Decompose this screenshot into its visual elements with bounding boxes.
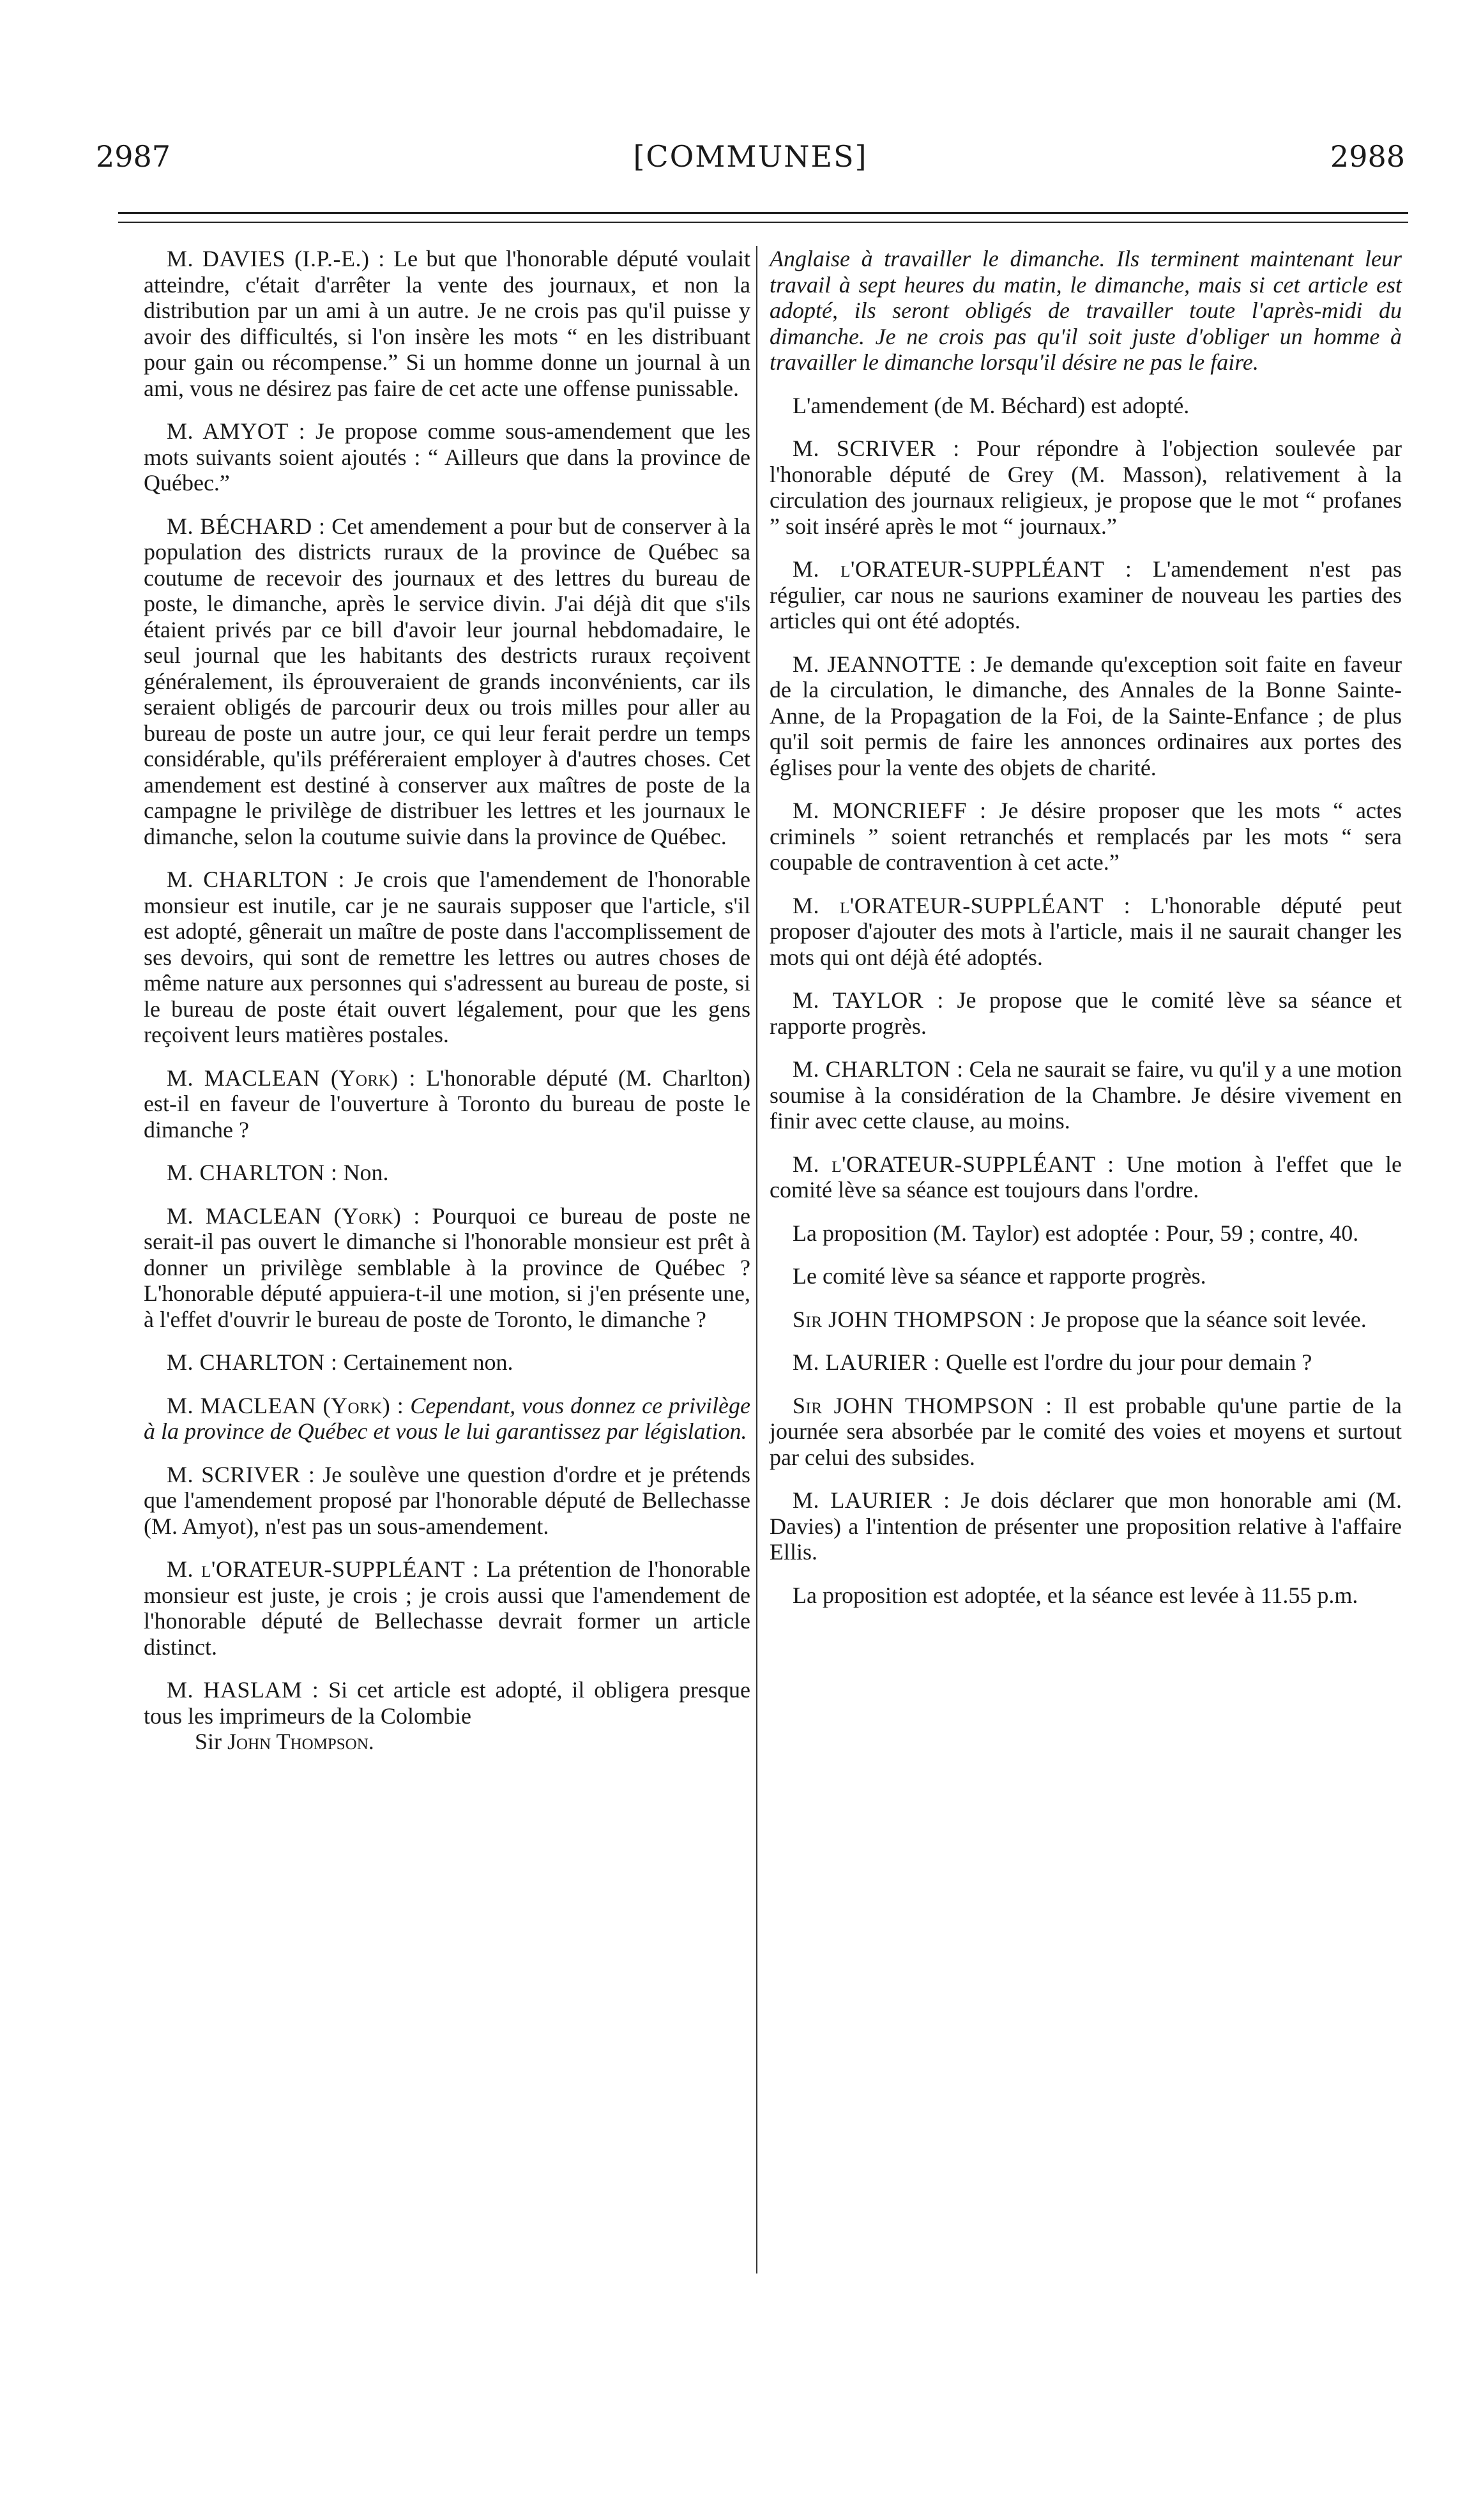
signature-prefix: Sir bbox=[195, 1729, 222, 1754]
header-rule-bottom bbox=[118, 222, 1408, 223]
paragraph bbox=[770, 246, 1402, 376]
page-number-right: 2988 bbox=[1330, 139, 1405, 174]
speaker: M. TAYLOR : bbox=[793, 987, 944, 1013]
paragraph bbox=[770, 893, 1402, 971]
speaker: Sir JOHN THOMPSON : bbox=[793, 1392, 1052, 1418]
speech: Il est probable qu'une partie de la journée sera absorbée par le comité des voies et moyens et surtout par celui des subsides. bbox=[770, 1392, 1402, 1470]
paragraph bbox=[144, 1556, 750, 1660]
speaker: M. SCRIVER : bbox=[793, 436, 960, 461]
speech: L'honorable député (M. Charlton) est-il en faveur de l'ouverture à Toronto du bureau de poste le dimanche ? bbox=[144, 1065, 751, 1142]
paragraph bbox=[770, 798, 1402, 876]
speaker: M. JEANNOTTE : bbox=[793, 651, 976, 677]
speech: Si cet article est adopté, il obligera presque tous les imprimeurs de la Colombie bbox=[144, 1677, 750, 1729]
speech: L'honorable député peut proposer d'ajouter des mots à l'article, mais il ne saurait changer les mots qui ont déjà été adoptés. bbox=[770, 892, 1402, 970]
speech: Cependant, vous donnez ce privilège à la province de Québec et vous le lui garantissez par législation. bbox=[144, 1392, 750, 1444]
speaker: M. l'ORATEUR-SUPPLÉANT : bbox=[793, 1151, 1114, 1177]
speaker: M. AMYOT : bbox=[167, 418, 306, 444]
speech: Je dois déclarer que mon honorable ami (M. Davies) a l'intention de présenter une proposition relative à l'affaire Ellis. bbox=[770, 1487, 1402, 1565]
paragraph bbox=[770, 1393, 1402, 1471]
speech: Anglaise à travailler le dimanche. Ils terminent maintenant leur travail à sept heures du matin, le dimanche, mais si cet article est adopté, ils seront obligés de travailler toute l'après-midi du dimanche. Je ne crois pas qu'il soit juste d'obliger un homme à travailler le dimanche lorsqu'il désire ne pas le faire. bbox=[770, 246, 1402, 375]
speech: La proposition est adoptée, et la séance est levée à 11.55 p.m. bbox=[793, 1582, 1358, 1608]
speech: Certainement non. bbox=[343, 1349, 513, 1375]
speaker: M. SCRIVER : bbox=[167, 1461, 315, 1487]
page-header bbox=[96, 139, 1405, 184]
speech: Je soulève une question d'ordre et je prétends que l'amendement proposé par l'honorable député de Bellechasse (M. Amyot), n'est pas un sous-amendement. bbox=[144, 1461, 751, 1539]
speaker: M. MACLEAN (York) : bbox=[167, 1203, 420, 1229]
paragraph bbox=[770, 1056, 1402, 1134]
speaker: M. HASLAM : bbox=[167, 1677, 319, 1703]
speaker: M. MONCRIEFF : bbox=[793, 798, 987, 823]
paragraph bbox=[770, 651, 1402, 781]
speech: La proposition (M. Taylor) est adoptée : Pour, 59 ; contre, 40. bbox=[793, 1220, 1359, 1246]
speaker: M. MACLEAN (York) : bbox=[167, 1065, 416, 1091]
speaker: Sir JOHN THOMPSON : bbox=[793, 1306, 1036, 1332]
paragraph bbox=[144, 867, 750, 1048]
speech: Quelle est l'ordre du jour pour demain ? bbox=[946, 1349, 1312, 1375]
paragraph bbox=[770, 1307, 1402, 1333]
speech: L'amendement n'est pas régulier, car nous ne saurions examiner de nouveau les parties des articles qui ont été adoptés. bbox=[770, 556, 1402, 634]
speaker: M. CHARLTON : bbox=[167, 1160, 338, 1185]
speech: La prétention de l'honorable monsieur est juste, je crois ; je crois aussi que l'amendement de l'honorable député de Bellechasse devrait former un article distinct. bbox=[144, 1556, 750, 1660]
paragraph bbox=[770, 1220, 1402, 1247]
paragraph bbox=[144, 418, 750, 496]
speech: Le but que l'honorable député voulait atteindre, c'était d'arrêter la vente des journaux, et non la distribution par un ami à un autre. Je ne crois pas qu'il puisse y avoir des difficultés, si l'on insère les mots “ en les distribuant pour gain ou récompense.” Si un homme donne un journal à un ami, vous ne désirez pas faire de cet acte une offense punissable. bbox=[144, 246, 751, 401]
paragraph bbox=[770, 987, 1402, 1039]
left-column bbox=[144, 246, 750, 1772]
paragraph bbox=[144, 1160, 750, 1186]
speech: Pour répondre à l'objection soulevée par l'honorable député de Grey (M. Masson), relativement à la circulation des journaux religieux, je propose que le mot “ profanes ” soit inséré après le mot “ journaux.” bbox=[770, 436, 1402, 539]
speech: Je propose que le comité lève sa séance et rapporte progrès. bbox=[770, 987, 1402, 1039]
speech: Pourquoi ce bureau de poste ne serait-il pas ouvert le dimanche si l'honorable monsieur est prêt à donner un privilège semblable à la province de Québec ? L'honorable député appuiera-t-il une motion, si j'en présente une, à l'effet d'ouvrir le bureau de poste de Toronto, le dimanche ? bbox=[144, 1203, 750, 1332]
speech: Une motion à l'effet que le comité lève sa séance est toujours dans l'ordre. bbox=[770, 1151, 1402, 1203]
paragraph bbox=[770, 1583, 1402, 1609]
speaker: M. l'ORATEUR-SUPPLÉANT : bbox=[167, 1556, 480, 1582]
paragraph bbox=[144, 1677, 750, 1729]
speech: Je propose comme sous-amendement que les mots suivants soient ajoutés : “ Ailleurs que dans la province de Québec.” bbox=[144, 418, 751, 496]
paragraph bbox=[770, 556, 1402, 634]
paragraph bbox=[144, 1462, 750, 1540]
speech: Non. bbox=[343, 1160, 389, 1185]
speech: Je demande qu'exception soit faite en faveur de la circulation, le dimanche, des Annales de la Bonne Sainte-Anne, de la Propagation de la Foi, de la Sainte-Enfance ; de plus qu'il soit permis de faire les annonces ordinaires aux portes des églises pour la vente des objets de charité. bbox=[770, 651, 1402, 780]
speaker: M. l'ORATEUR-SUPPLÉANT : bbox=[793, 556, 1132, 582]
paragraph bbox=[144, 1393, 750, 1445]
paragraph bbox=[770, 1263, 1402, 1289]
paragraph bbox=[144, 1065, 750, 1143]
page-number-left: 2987 bbox=[96, 139, 171, 174]
speaker: M. LAURIER : bbox=[793, 1487, 950, 1513]
paragraph bbox=[144, 513, 750, 850]
paragraph bbox=[770, 1349, 1402, 1376]
speech: L'amendement (de M. Béchard) est adopté. bbox=[793, 392, 1190, 418]
speaker: M. MACLEAN (York) : bbox=[167, 1392, 404, 1418]
paragraph bbox=[770, 1487, 1402, 1565]
speech: Le comité lève sa séance et rapporte progrès. bbox=[793, 1263, 1206, 1289]
paragraph bbox=[770, 1151, 1402, 1203]
speech: Cela ne saurait se faire, vu qu'il y a une motion soumise à la considération de la Chambre. Je désire vivement en finir avec cette clause, au moins. bbox=[770, 1056, 1402, 1134]
right-column bbox=[770, 246, 1402, 1625]
speech: Je désire proposer que les mots “ actes criminels ” soient retranchés et remplacés par les mots “ sera coupable de contravention à cet acte.” bbox=[770, 798, 1402, 875]
paragraph bbox=[770, 436, 1402, 539]
paragraph bbox=[144, 246, 750, 401]
speaker: M. CHARLTON : bbox=[167, 867, 345, 892]
header-rule-top bbox=[118, 212, 1408, 214]
column-divider bbox=[756, 246, 757, 2273]
speaker: M. CHARLTON : bbox=[793, 1056, 964, 1082]
speaker: M. CHARLTON : bbox=[167, 1349, 338, 1375]
running-signature bbox=[144, 1729, 750, 1755]
speech: Cet amendement a pour but de conserver à la population des districts ruraux de la province de Québec sa coutume de recevoir des journaux et des lettres du bureau de poste, le dimanche, après le service divin. J'ai déjà dit que s'ils étaient privés par ce bill d'avoir leur journal hebdomadaire, le seul journal que les habitants des destricts ruraux reçoivent généralement, ils éprouveraient de grands inconvénients, car ils seraient obligés de parcourir deux ou trois milles pour aller au bureau de poste un autre jour, ce qui leur ferait perdre un temps considérable, qu'ils préféreraient employer à d'autres choses. Cet amendement est destiné à conserver aux maîtres de poste de la campagne le privilège de distribuer les lettres et les journaux le dimanche, selon la coutume suivie dans la province de Québec. bbox=[144, 513, 750, 849]
speech: Je crois que l'amendement de l'honorable monsieur est inutile, car je ne saurais supposer que l'article, s'il est adopté, gênerait un maître de poste dans l'accomplissement de ses devoirs, qui sont de remettre les lettres ou autres choses de même nature aux personnes qui s'adressent au bureau de poste, si le bureau de poste était ouvert légalement, pour que les gens reçoivent leurs matières postales. bbox=[144, 867, 750, 1047]
paragraph bbox=[144, 1203, 750, 1333]
speaker: M. DAVIES (I.P.-E.) : bbox=[167, 246, 385, 271]
paragraph bbox=[144, 1349, 750, 1376]
paragraph bbox=[770, 393, 1402, 419]
page-title: [COMMUNES] bbox=[633, 139, 868, 174]
speaker: M. LAURIER : bbox=[793, 1349, 940, 1375]
speaker: M. BÉCHARD : bbox=[167, 513, 326, 539]
speech: Je propose que la séance soit levée. bbox=[1041, 1306, 1367, 1332]
speaker: M. l'ORATEUR-SUPPLÉANT : bbox=[793, 892, 1131, 918]
signature-name: John Thompson. bbox=[227, 1729, 374, 1754]
